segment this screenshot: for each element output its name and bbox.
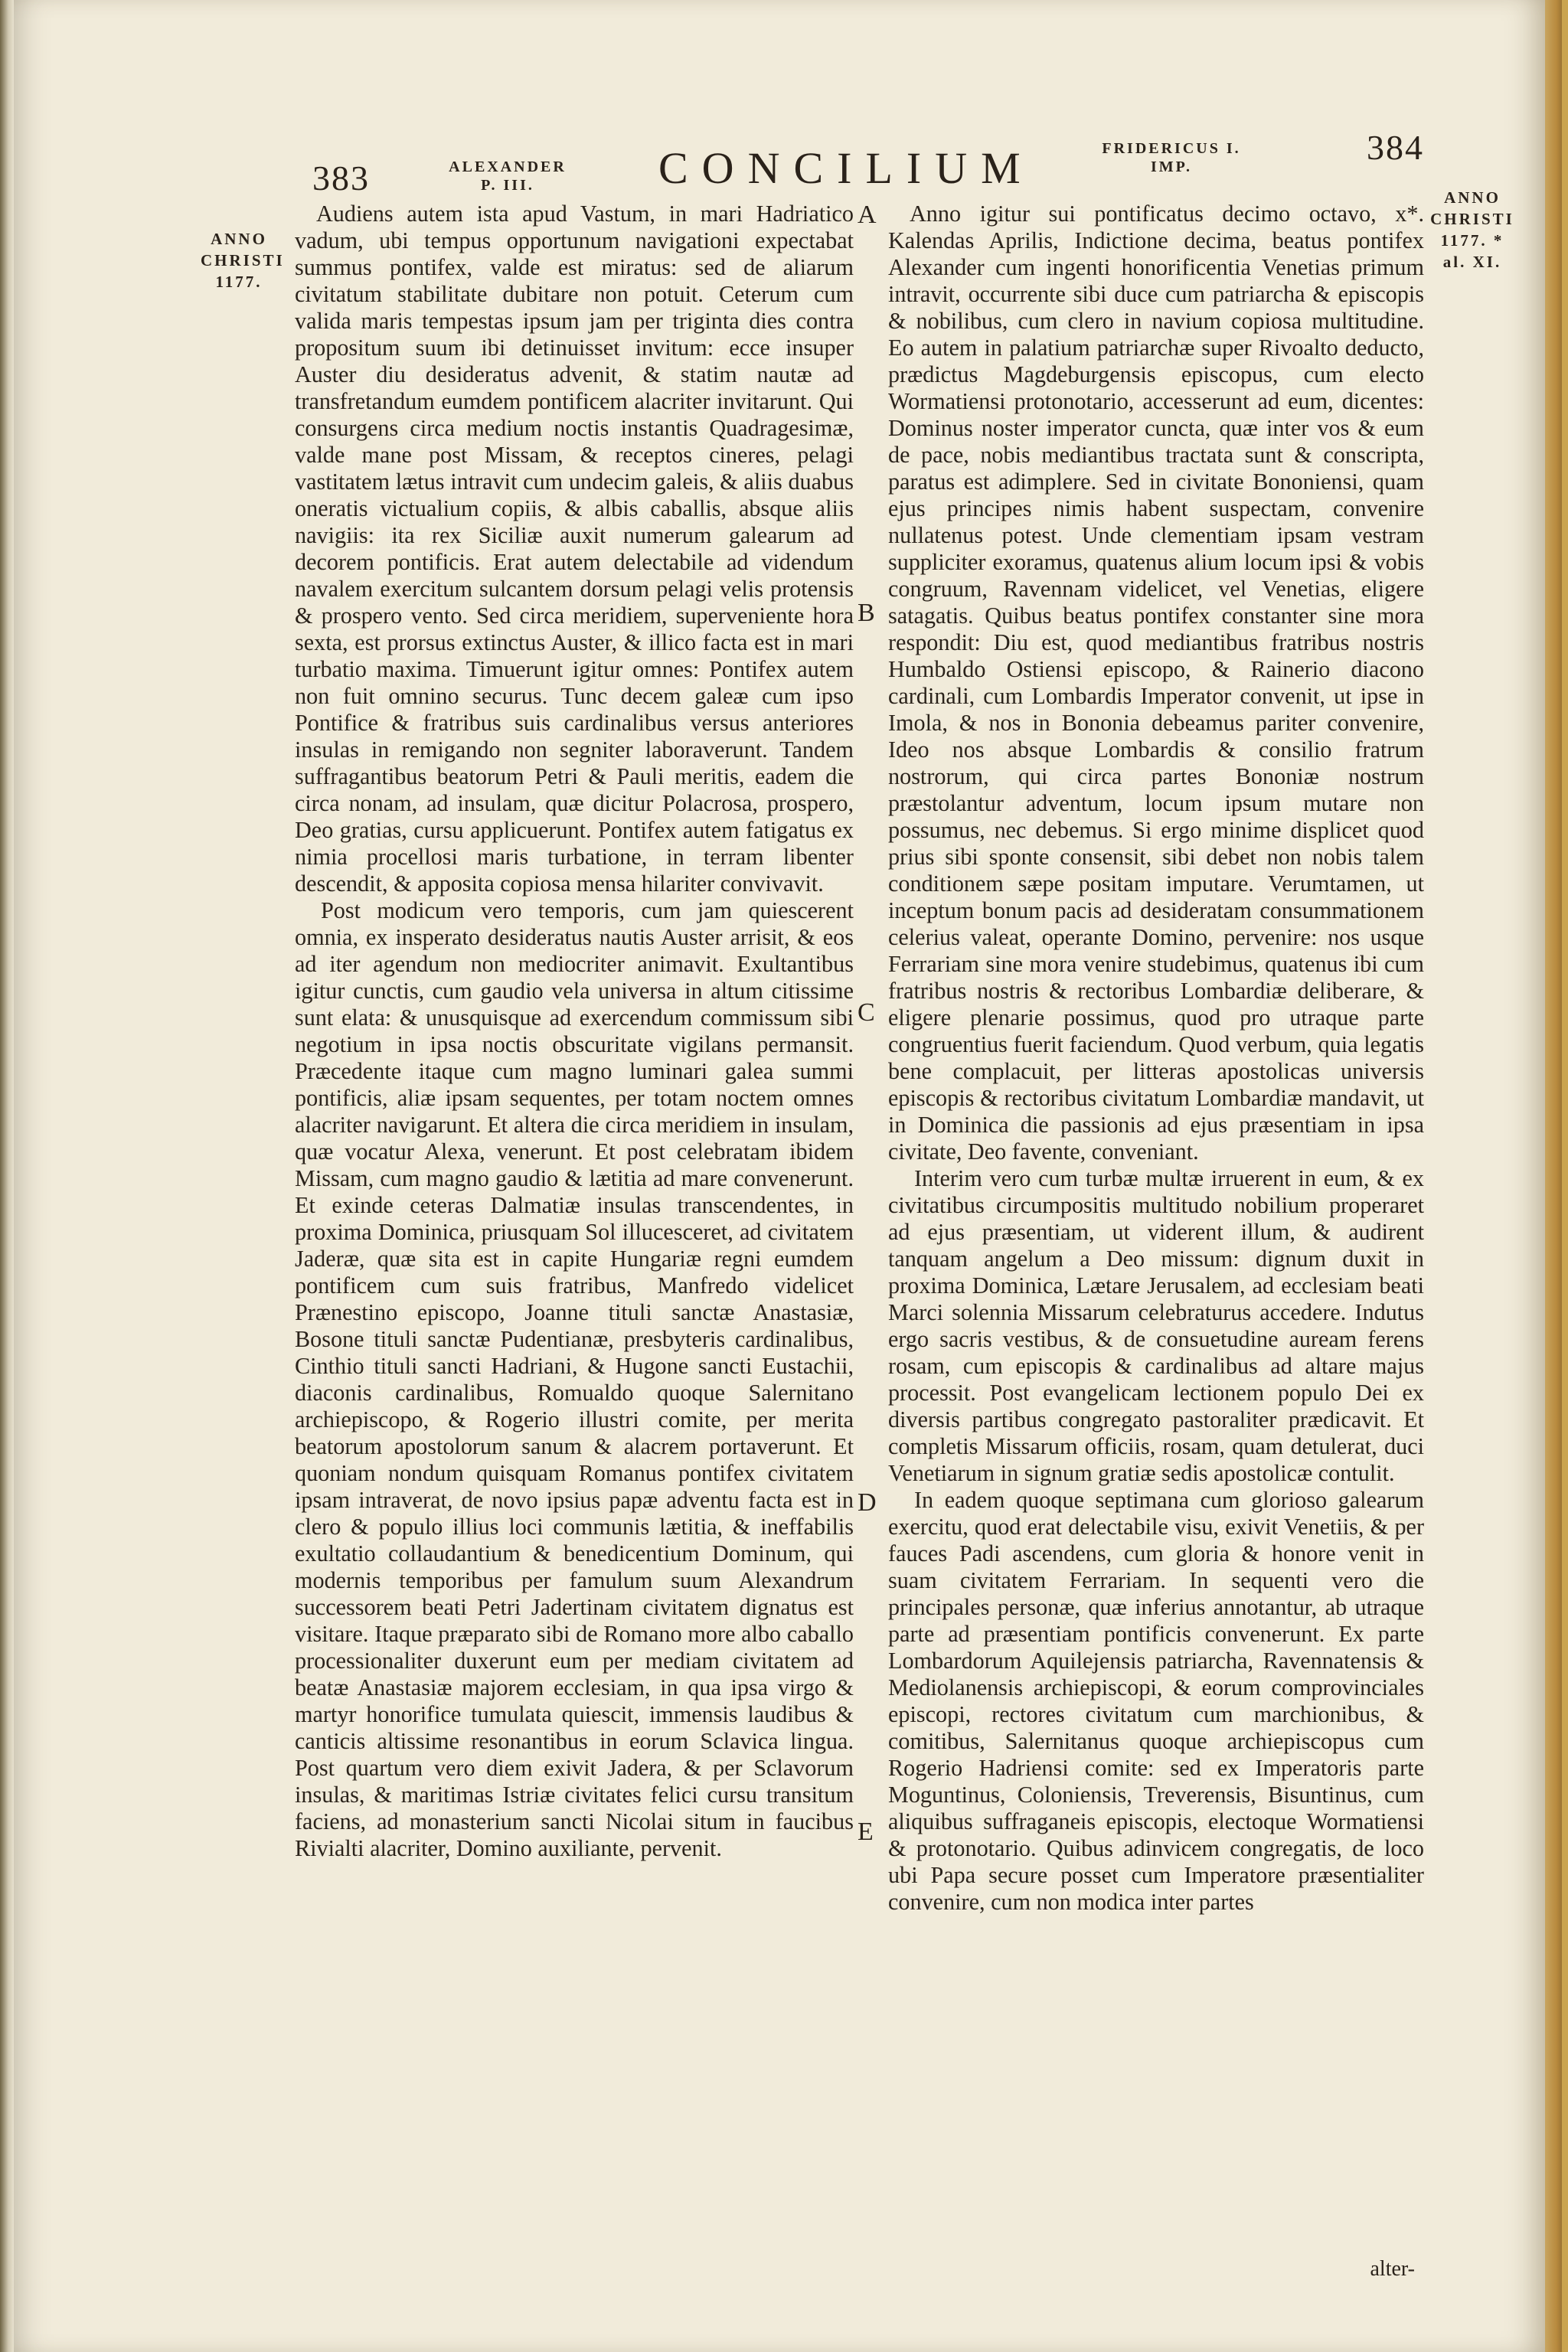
paragraph: Post modicum vero temporis, cum jam quiescerent omnia, ex insperato desideratus nautis Auster arrisit, & eos ad iter agendum non mediocriter animavit. Exultantibus igitur cunctis, cum gaudio vela universa in altum citissime sunt elata: & unusquisque ad exercendum commissum sibi negotium in ipsa noctis obscuritate vigilans permansit. Præcedente itaque cum magno luminari galea summi pontificis, aliæ ipsam sequentes, per totam noctem omnes alacriter navigarunt. Et altera die circa meridiem in insulam, quæ vocatur Alexa, venerunt. Et post celebratam ibidem Missam, cum magno gaudio & lætitia ad mare convenerunt. Et exinde ceteras Dalmatiæ insulas transcendentes, in proxima Dominica, priusquam Sol illucesceret, ad civitatem Jaderæ, quæ sita est in capite Hungariæ regni eumdem pontificem cum suis fratribus, Manfredo videlicet Prænestino episcopo, Joanne tituli sanctæ Anastasiæ, Bosone tituli sanctæ Pudentianæ, presbyteris cardinalibus, Cinthio tituli sancti Hadriani, & Hugone sancti Eustachii, diaconis cardinalibus, Romualdo quoque Salernitano archiepiscopo, & Rogerio illustri comite, per merita beatorum apostolorum sanum & alacrem portaverunt. Et quoniam nondum quisquam Romanus pontifex civitatem ipsam intraverat, de novo ipsius papæ adventu facta est in clero & populo illius loci communis lætitia, & ineffabilis exultatio collaudantium & benedicentium Dominum, qui modernis temporibus per famulum suum Alexandrum successorem beati Petri Jadertinam civitatem dignatus est visitare. Itaque præparato sibi de Romano more albo caballo processionaliter duxerunt eum per mediam civitatem ad beatæ Anastasiæ majorem ecclesiam, in qua ipsa virgo & martyr honorifice tumulata quiescit, immensis laudibus & canticis altissime resonantibus in eorum Sclavica lingua. Post quartum vero diem exivit Jadera, & per Sclavorum insulas, & maritimas Istriæ civitates felici cursu transitum faciens, ad monasterium sancti Nicolai situm in faucibus Rivialti alacriter, Domino auxiliante, pervenit. — [295, 897, 854, 1861]
section-letter-d: D — [858, 1488, 877, 1517]
paragraph: Audiens autem ista apud Vastum, in mari Hadriatico vadum, ubi tempus opportunum navigationi expectabat summus pontifex, valde est miratus: sed de aliarum civitatum stabilitate dubitare non potuit. Ceterum cum valida maris tempestas ipsum jam per triginta dies contra propositum suum ibi detinuisset invitum: ecce insuper Auster diu desideratus advenit, & statim nautæ ad transfretandum eumdem pontificem alacriter invitarunt. Qui consurgens circa medium noctis instantis Quadragesimæ, valde mane post Missam, & receptos cineres, pelagi vastitatem lætus intravit cum undecim galeis, & aliis duabus oneratis victualium copiis, & albis caballis, absque aliis navigiis: ita rex Siciliæ auxit numerum galearum ad decorem pontificis. Erat autem delectabile ad videndum navalem exercitum sulcantem dorsum pelagi velis protensis & prospero vento. Sed circa meridiem, superveniente hora sexta, est prorsus extinctus Auster, & illico facta est in mari turbatio maxima. Timuerunt igitur omnes: Pontifex autem non fuit omnino securus. Tunc decem galeæ cum ipso Pontifice & fratribus suis cardinalibus versus anteriores insulas in remigando non segniter laboraverunt. Tandem suffragantibus beatorum Petri & Pauli meritis, eadem die circa nonam, ad insulam, quæ dicitur Polacrosa, prospero, Deo gratias, cursu applicuerunt. Pontifex autem fatigatus ex nimia procellosi maris turbatione, in terram libenter descendit, & apposita copiosa mensa hilariter convivavit. — [295, 201, 854, 897]
margin-note-right: ANNO CHRISTI 1177. * al. XI. — [1430, 188, 1514, 271]
running-head-right: FRIDERICUS I. IMP. — [1102, 140, 1241, 175]
page-title: CONCILIUM — [658, 143, 1034, 193]
running-head-left: ALEXANDER P. III. — [449, 158, 567, 194]
book-binding — [0, 0, 14, 2352]
paragraph: Anno igitur sui pontificatus decimo octavo, x*. Kalendas Aprilis, Indictione decima, beatus pontifex Alexander cum ingenti honorificentia Venetias primum intravit, occurrente sibi duce cum patriarcha & episcopis & nobilibus, cum clero in navium copiosa multitudine. Eo autem in palatium patriarchæ super Rivoalto deducto, prædictus Magdeburgensis episcopus, cum electo Wormatiensi protonotario, accesserunt ad eum, dicentes: Dominus noster imperator cuncta, quæ inter vos & eum de pace, nobis mediantibus tractata sunt & conscripta, paratus est adimplere. Sed in civitate Bononiensi, quam ejus principes nimis habent suspectam, convenire nullatenus potest. Unde clementiam ipsam vestram suppliciter exoramus, quatenus alium locum ipsi & vobis congruum, Ravennam videlicet, vel Venetias, eligere satagatis. Quibus beatus pontifex constanter sine mora respondit: Diu est, quod mediantibus fratribus nostris Humbaldo Ostiensi episcopo, & Rainerio diacono cardinali, cum Lombardis Imperator convenit, ut ipse in Imola, & nos in Bononia debeamus pariter convenire, Ideo nos absque Lombardis & consilio fratrum nostrorum, qui circa partes Bononiæ nostrum præstolantur adventum, locum ipsum mutare non possumus, nec debemus. Si ergo minime displicet quod prius sibi sponte consensit, sibi debet non nobis talem conditionem sæpe positam imputare. Verumtamen, ut inceptum bonum pacis ad desideratam consummationem celerius valeat, operante Domino, pervenire: nos usque Ferrariam sine mora venire studebimus, quatenus ibi cum fratribus nostris & rectoribus Lombardiæ deliberare, & eligere plenarie possimus, quod pro utraque parte congruentius fuerit faciendum. Quod verbum, quia legatis bene complacuit, per litteras apostolicas universis episcopis & rectoribus civitatum Lombardiæ mandavit, ut in Dominica die passionis ad ejus præsentiam in ipsa civitate, Deo favente, conveniant. — [888, 201, 1424, 1165]
page-number-right: 384 — [1367, 128, 1424, 167]
paragraph: Interim vero cum turbæ multæ irruerent in eum, & ex civitatibus circumpositis multitudo nobilium properaret ad ejus præsentiam, ut viderent illum, & audirent tanquam angelum a Deo missum: dignum duxit in proxima Dominica, Lætare Jerusalem, ad ecclesiam beati Marci solennia Missarum celebraturus accedere. Indutus ergo sacris vestibus, & de consuetudine auream ferens rosam, cum episcopis & cardinalibus ad altare majus processit. Post evangelicam lectionem populo Dei ex diversis partibus congregato pastoraliter prædicavit. Et completis Missarum officiis, rosam, quam detulerat, duci Venetiarum in signum gratiæ sedis apostolicæ contulit. — [888, 1165, 1424, 1486]
section-letter-b: B — [858, 599, 875, 627]
section-letter-a: A — [858, 201, 877, 229]
paragraph: In eadem quoque septimana cum glorioso galearum exercitu, quod erat delectabile visu, exivit Venetiis, & per fauces Padi ascendens, cum gloria & honore venit in suam civitatem Ferrariam. In sequenti vero die principales personæ, quæ inferius annotantur, ab utraque parte ad præsentiam pontificis convenerunt. Ex parte Lombardorum Aquilejensis patriarcha, Ravennatensis & Mediolanensis archiepiscopi, & eorum comprovinciales episcopi, rectores civitatum cum marchionibus, & comitibus, Salernitanus quoque archiepiscopus cum Rogerio Hadriensi comite: sed ex Imperatoris parte Moguntinus, Coloniensis, Treverensis, Bisuntinus, cum aliquibus suffraganeis episcopis, electoque Wormatiensi & protonotario. Quibus adinvicem congregatis, de loco ubi Papa secure posset cum Imperatore præsentialiter convenire, cum non modica inter partes — [888, 1487, 1424, 1915]
left-column — [295, 201, 854, 1862]
page-number-left: 383 — [312, 158, 370, 198]
section-letter-c: C — [858, 998, 875, 1027]
margin-note-left: ANNO CHRISTI 1177. — [201, 230, 285, 291]
section-letter-e: E — [858, 1818, 874, 1846]
gilt-edge — [1562, 0, 1568, 2352]
right-column — [888, 201, 1424, 1916]
catchword: alter- — [1370, 2257, 1415, 2281]
